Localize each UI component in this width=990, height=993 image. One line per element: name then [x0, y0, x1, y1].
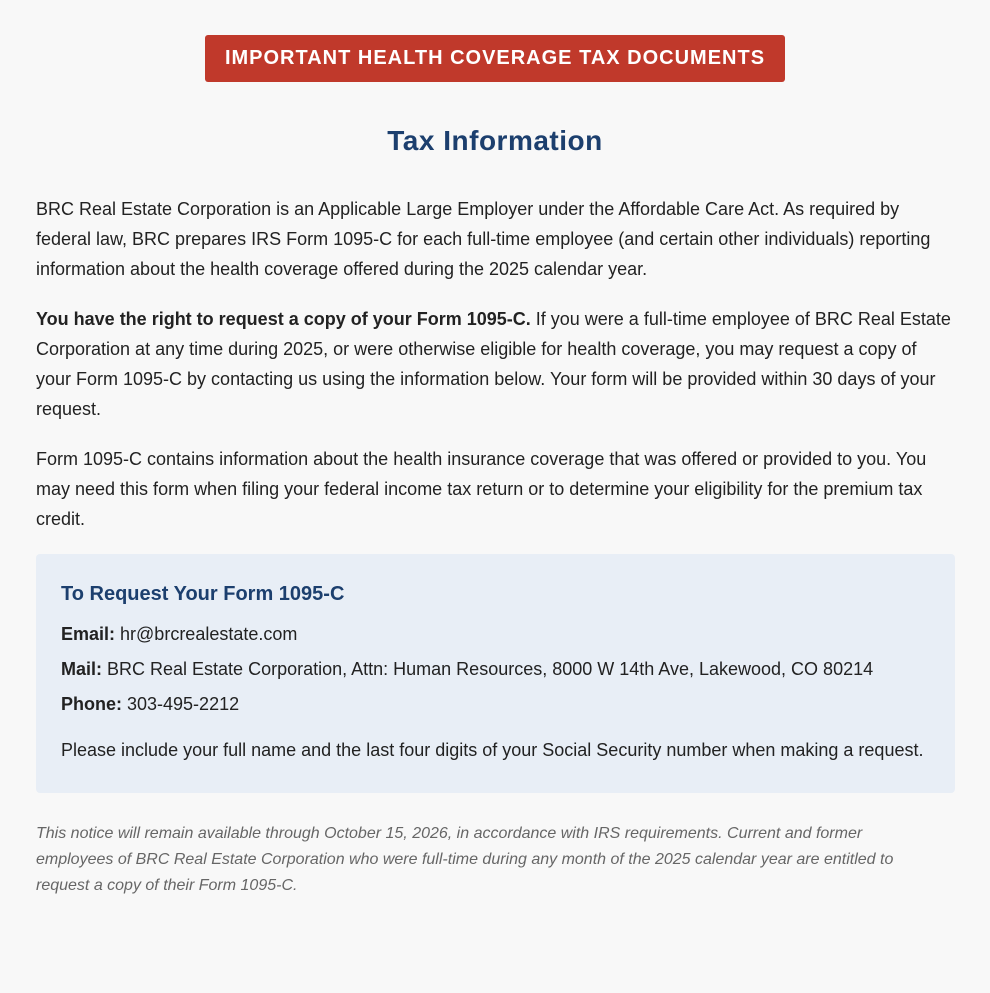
request-box-title: To Request Your Form 1095-C: [61, 583, 345, 605]
intro-paragraph: BRC Real Estate Corporation is an Applicable Large Employer under the Affordable Care Act. As required by federal law, BRC prepares IRS Form 1095-C for each full-time employee (and certain other individuals) reporting information about the health coverage offered during the 2025 calendar year.: [36, 199, 931, 279]
phone-label: Phone:: [61, 694, 122, 714]
email-value[interactable]: hr@brcrealestate.com: [115, 624, 298, 644]
form-info-paragraph: Form 1095-C contains information about the health insurance coverage that was offered or provided to you. You may need this form when filing your federal income tax return or to determine your eligibility for the premium tax credit.: [36, 449, 927, 529]
request-form-box: [36, 554, 955, 793]
rights-paragraph: [36, 304, 956, 424]
rights-details: If you were a full-time employee of BRC Real Estate Corporation at any time during 2025, or were otherwise eligible for health coverage, you may request a copy of your Form 1095-C by contacting us using the information below. Your form will be provided within 30 days of your request.: [36, 309, 951, 419]
request-instructions: Please include your full name and the last four digits of your Social Security number when making a request.: [61, 740, 924, 760]
page-title: Tax Information: [387, 125, 603, 156]
phone-line: [61, 692, 930, 717]
banner-container: [0, 35, 990, 82]
email-label: Email:: [61, 624, 116, 644]
mail-label: Mail:: [61, 659, 103, 679]
email-line: [61, 622, 930, 647]
important-documents-banner: IMPORTANT HEALTH COVERAGE TAX DOCUMENTS: [205, 35, 785, 82]
availability-footnote: This notice will remain available through October 15, 2026, in accordance with IRS requirements. Current and former employees of BRC Real Estate Corporation who were full-time during any month of the 2025 calendar year are entitled to request a copy of their Form 1095-C.: [36, 825, 894, 894]
phone-value[interactable]: 303-495-2212: [122, 694, 240, 714]
mail-line: [61, 657, 930, 682]
mail-value: BRC Real Estate Corporation, Attn: Human Resources, 8000 W 14th Ave, Lakewood, CO 80214: [102, 659, 874, 679]
main-content: [36, 194, 956, 899]
rights-statement: You have the right to request a copy of your Form 1095-C.: [36, 309, 531, 329]
